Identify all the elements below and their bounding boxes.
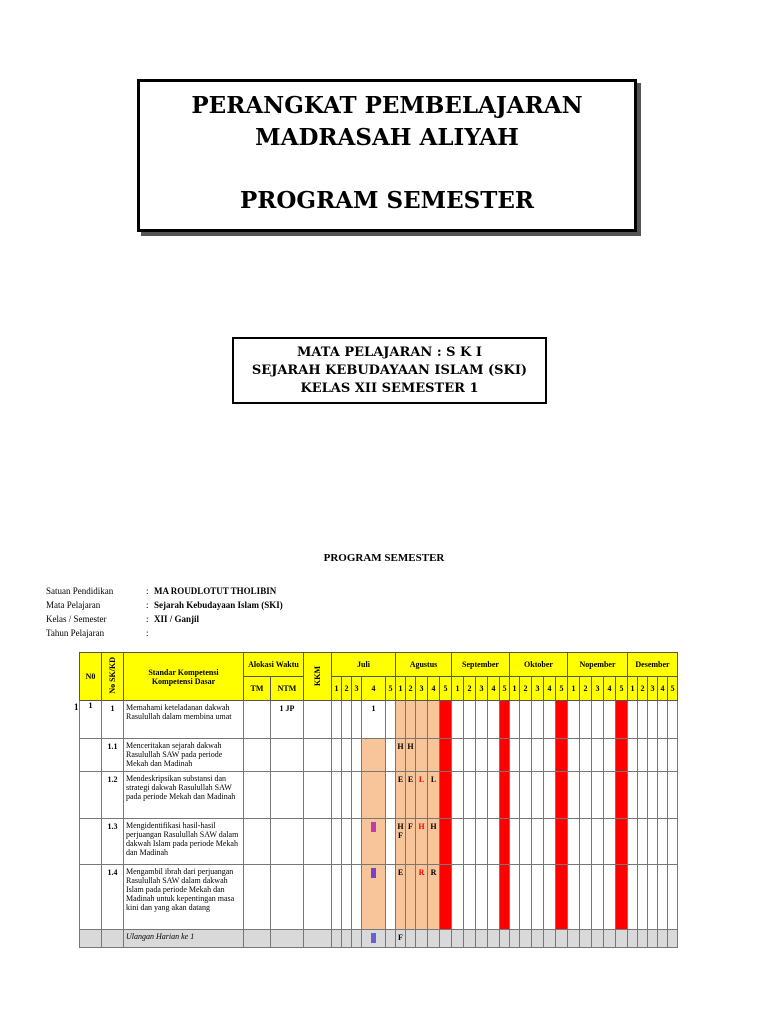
- week-cell: [500, 930, 510, 948]
- week-cell: [604, 772, 616, 819]
- header-week: 1: [332, 677, 342, 701]
- week-cell: [464, 819, 476, 865]
- info-row: Satuan Pendidikan : MA ROUDLOTUT THOLIBIN: [46, 586, 277, 596]
- week-cell: F: [406, 819, 416, 865]
- section-title: PROGRAM SEMESTER: [323, 552, 445, 564]
- week-cell: [592, 865, 604, 930]
- week-cell: [668, 819, 678, 865]
- week-cell: [532, 772, 544, 819]
- week-cell: [604, 930, 616, 948]
- week-cell: [386, 930, 396, 948]
- week-cell: [616, 739, 628, 772]
- week-cell: [440, 865, 452, 930]
- week-cell: R: [428, 865, 440, 930]
- week-cell: [342, 865, 352, 930]
- row-ntm: [271, 739, 304, 772]
- week-cell: 1: [362, 701, 386, 739]
- header-week: 5: [386, 677, 396, 701]
- week-cell: [362, 819, 386, 865]
- program-semester-table: [79, 652, 678, 948]
- week-cell: [556, 701, 568, 739]
- week-cell: [648, 819, 658, 865]
- week-cell: [510, 865, 520, 930]
- week-cell: [476, 930, 488, 948]
- header-week: 3: [532, 677, 544, 701]
- color-mark: [371, 868, 376, 878]
- week-cell: [628, 739, 638, 772]
- week-cell: [452, 930, 464, 948]
- week-cell: H: [428, 819, 440, 865]
- week-cell: [352, 772, 362, 819]
- week-cell: [648, 772, 658, 819]
- week-cell: [658, 865, 668, 930]
- header-week: 2: [406, 677, 416, 701]
- week-cell: H: [416, 819, 428, 865]
- week-cell: [362, 772, 386, 819]
- week-cell: [464, 772, 476, 819]
- week-cell: [616, 701, 628, 739]
- week-cell: [342, 819, 352, 865]
- week-cell: [616, 819, 628, 865]
- week-cell: [342, 772, 352, 819]
- cover-title-box: [137, 79, 637, 232]
- week-cell: [668, 865, 678, 930]
- week-cell: F: [396, 930, 406, 948]
- row-kkm: [304, 739, 332, 772]
- header-week: 5: [556, 677, 568, 701]
- week-cell: [544, 865, 556, 930]
- week-cell: [628, 819, 638, 865]
- week-cell: [342, 739, 352, 772]
- week-cell: L: [428, 772, 440, 819]
- week-cell: [668, 930, 678, 948]
- header-tm: TM: [244, 677, 271, 701]
- week-cell: [406, 701, 416, 739]
- header-week: 1: [452, 677, 464, 701]
- week-cell: [406, 930, 416, 948]
- week-cell: [386, 739, 396, 772]
- week-cell: [452, 739, 464, 772]
- week-cell: [648, 865, 658, 930]
- week-cell: [580, 772, 592, 819]
- week-cell: [544, 819, 556, 865]
- row-tm: [244, 865, 271, 930]
- week-cell: [616, 930, 628, 948]
- week-cell: [520, 772, 532, 819]
- week-cell: [332, 701, 342, 739]
- week-cell: [332, 865, 342, 930]
- table-row: [80, 701, 678, 739]
- week-cell: [532, 701, 544, 739]
- week-cell: H: [406, 739, 416, 772]
- row-no: [80, 865, 102, 930]
- row-tm: [244, 739, 271, 772]
- week-cell: [362, 739, 386, 772]
- header-week: 4: [488, 677, 500, 701]
- week-cell: [452, 701, 464, 739]
- week-cell: [428, 701, 440, 739]
- week-cell: [396, 701, 406, 739]
- row-kkm: [304, 930, 332, 948]
- week-cell: [416, 701, 428, 739]
- subject-line2: SEJARAH KEBUDAYAAN ISLAM (SKI): [251, 363, 528, 378]
- week-cell: [488, 772, 500, 819]
- row-description: Mengidentifikasi hasil-hasil perjuangan Rasulullah SAW dalam dakwah Islam pada periode Mekah dan Madinah: [124, 819, 244, 865]
- header-week: 2: [342, 677, 352, 701]
- table-row: [80, 739, 678, 772]
- header-week: 2: [638, 677, 648, 701]
- header-week: 4: [428, 677, 440, 701]
- row-no: [80, 930, 102, 948]
- cover-title-line2: MADRASAH ALIYAH: [255, 124, 519, 151]
- row-description: Menceritakan sejarah dakwah Rasulullah SAW pada periode Mekah dan Madinah: [124, 739, 244, 772]
- week-cell: [428, 739, 440, 772]
- week-cell: [440, 819, 452, 865]
- info-label: Kelas / Semester: [46, 614, 107, 624]
- week-cell: [648, 739, 658, 772]
- week-cell: [500, 865, 510, 930]
- row-no: [80, 739, 102, 772]
- week-cell: [604, 701, 616, 739]
- week-cell: [488, 930, 500, 948]
- info-label: Satuan Pendidikan: [46, 586, 114, 596]
- week-cell: [616, 772, 628, 819]
- week-cell: [440, 701, 452, 739]
- week-cell: [520, 930, 532, 948]
- week-cell: [500, 739, 510, 772]
- week-cell: [464, 739, 476, 772]
- week-cell: H: [396, 739, 406, 772]
- week-cell: [668, 772, 678, 819]
- week-cell: E: [396, 772, 406, 819]
- week-cell: [658, 930, 668, 948]
- week-cell: R: [416, 865, 428, 930]
- header-no-sk: No SK/KD: [102, 653, 124, 701]
- table-row: [80, 930, 678, 948]
- row-description: Memahami keteladanan dakwah Rasulullah dalam membina umat: [124, 701, 244, 739]
- week-cell: [510, 701, 520, 739]
- row-code: 1.4: [102, 865, 124, 930]
- week-cell: [452, 819, 464, 865]
- week-cell: [416, 739, 428, 772]
- info-label: Mata Pelajaran: [46, 600, 101, 610]
- week-cell: [464, 701, 476, 739]
- week-cell: [520, 865, 532, 930]
- week-cell: [352, 865, 362, 930]
- row-code: 1: [102, 701, 124, 739]
- row-kkm: [304, 865, 332, 930]
- week-cell: [580, 865, 592, 930]
- week-cell: [406, 865, 416, 930]
- header-month: Agustus: [396, 653, 452, 677]
- week-cell: [386, 819, 396, 865]
- week-cell: [532, 930, 544, 948]
- week-cell: [520, 701, 532, 739]
- week-cell: [628, 865, 638, 930]
- week-cell: [544, 930, 556, 948]
- week-cell: [362, 865, 386, 930]
- week-cell: [452, 865, 464, 930]
- week-cell: [520, 819, 532, 865]
- week-cell: [452, 772, 464, 819]
- row-tm: [244, 772, 271, 819]
- info-row: Tahun Pelajaran :: [46, 628, 149, 638]
- row-code: 1.2: [102, 772, 124, 819]
- cover-title-line1: PERANGKAT PEMBELAJARAN: [191, 92, 583, 119]
- week-cell: [628, 930, 638, 948]
- week-cell: [580, 701, 592, 739]
- week-cell: [568, 701, 580, 739]
- header-month: September: [452, 653, 510, 677]
- row-code: 1.1: [102, 739, 124, 772]
- row-kkm: [304, 772, 332, 819]
- header-ntm: NTM: [271, 677, 304, 701]
- week-cell: [500, 701, 510, 739]
- header-alokasi: Alokasi Waktu: [244, 653, 304, 677]
- week-cell: [510, 739, 520, 772]
- week-cell: [568, 772, 580, 819]
- header-sk-kd: Standar Kompetensi Kompetensi Dasar: [124, 653, 244, 701]
- week-cell: [544, 701, 556, 739]
- info-value: Sejarah Kebudayaan Islam (SKI): [154, 600, 283, 610]
- week-cell: [628, 772, 638, 819]
- week-cell: [510, 819, 520, 865]
- row-code: [102, 930, 124, 948]
- header-week: 5: [668, 677, 678, 701]
- header-week: 4: [604, 677, 616, 701]
- week-cell: [500, 772, 510, 819]
- week-cell: [658, 819, 668, 865]
- week-cell: [580, 739, 592, 772]
- header-week: 4: [658, 677, 668, 701]
- table-row: [80, 772, 678, 819]
- week-cell: [568, 865, 580, 930]
- subject-box: [232, 337, 547, 404]
- week-cell: [604, 739, 616, 772]
- week-cell: [440, 930, 452, 948]
- row-ntm: [271, 819, 304, 865]
- week-cell: [510, 772, 520, 819]
- table-row: [80, 865, 678, 930]
- week-cell: [416, 930, 428, 948]
- subject-line3: KELAS XII SEMESTER 1: [300, 381, 479, 396]
- header-week: 3: [476, 677, 488, 701]
- week-cell: [648, 701, 658, 739]
- week-cell: L: [416, 772, 428, 819]
- week-cell: [668, 701, 678, 739]
- week-cell: [638, 701, 648, 739]
- header-week: 3: [416, 677, 428, 701]
- subject-line1: MATA PELAJARAN : S K I: [297, 345, 482, 360]
- week-cell: [362, 930, 386, 948]
- header-week: 3: [648, 677, 658, 701]
- week-cell: [428, 930, 440, 948]
- week-cell: [638, 739, 648, 772]
- week-cell: [510, 930, 520, 948]
- table-row: [80, 819, 678, 865]
- week-cell: [532, 739, 544, 772]
- row-number-outside: 1: [74, 702, 79, 712]
- week-cell: [332, 819, 342, 865]
- header-month: Juli: [332, 653, 396, 677]
- week-cell: [592, 930, 604, 948]
- week-cell: [352, 701, 362, 739]
- header-week: 2: [580, 677, 592, 701]
- week-cell: [476, 701, 488, 739]
- week-cell: [488, 701, 500, 739]
- header-week: 2: [464, 677, 476, 701]
- week-cell: [488, 739, 500, 772]
- week-cell: [342, 701, 352, 739]
- header-week: 4: [362, 677, 386, 701]
- row-ntm: [271, 772, 304, 819]
- week-cell: [476, 865, 488, 930]
- row-ntm: 1 JP: [271, 701, 304, 739]
- header-week: 3: [352, 677, 362, 701]
- week-cell: [568, 930, 580, 948]
- week-cell: [568, 819, 580, 865]
- week-cell: [532, 819, 544, 865]
- week-cell: [556, 772, 568, 819]
- header-week: 5: [500, 677, 510, 701]
- week-cell: [520, 739, 532, 772]
- row-tm: [244, 701, 271, 739]
- row-kkm: [304, 701, 332, 739]
- week-cell: [352, 930, 362, 948]
- row-description: Ulangan Harian ke 1: [124, 930, 244, 948]
- header-week: 5: [616, 677, 628, 701]
- color-mark: [371, 822, 376, 832]
- week-cell: [488, 865, 500, 930]
- info-block: [46, 584, 283, 640]
- week-cell: [386, 865, 396, 930]
- week-cell: [604, 819, 616, 865]
- week-cell: [488, 819, 500, 865]
- header-week: 1: [628, 677, 638, 701]
- cover-title-line3: PROGRAM SEMESTER: [239, 187, 534, 214]
- week-cell: [544, 739, 556, 772]
- week-cell: [532, 865, 544, 930]
- week-cell: [658, 772, 668, 819]
- week-cell: [592, 701, 604, 739]
- week-cell: [386, 701, 396, 739]
- row-tm: [244, 930, 271, 948]
- week-cell: [352, 819, 362, 865]
- week-cell: [342, 930, 352, 948]
- week-cell: [556, 930, 568, 948]
- week-cell: [440, 739, 452, 772]
- header-week: 1: [568, 677, 580, 701]
- header-week: 2: [520, 677, 532, 701]
- week-cell: [592, 819, 604, 865]
- header-month: Nopember: [568, 653, 628, 677]
- row-ntm: [271, 865, 304, 930]
- header-week: 3: [592, 677, 604, 701]
- week-cell: [500, 819, 510, 865]
- week-cell: [332, 739, 342, 772]
- header-week: 4: [544, 677, 556, 701]
- week-cell: [658, 701, 668, 739]
- header-kkm: KKM: [304, 653, 332, 701]
- week-cell: [592, 772, 604, 819]
- week-cell: [556, 739, 568, 772]
- row-no: [80, 819, 102, 865]
- week-cell: [568, 739, 580, 772]
- week-cell: [638, 819, 648, 865]
- row-ntm: [271, 930, 304, 948]
- row-kkm: [304, 819, 332, 865]
- color-mark: [371, 933, 376, 943]
- week-cell: [352, 739, 362, 772]
- header-week: 5: [440, 677, 452, 701]
- week-cell: H F: [396, 819, 406, 865]
- week-cell: [638, 930, 648, 948]
- row-tm: [244, 819, 271, 865]
- info-label: Tahun Pelajaran: [46, 628, 105, 638]
- week-cell: [332, 772, 342, 819]
- week-cell: [476, 772, 488, 819]
- week-cell: [658, 739, 668, 772]
- week-cell: [604, 865, 616, 930]
- week-cell: [464, 930, 476, 948]
- header-no: N0: [80, 653, 102, 701]
- week-cell: [464, 865, 476, 930]
- week-cell: [476, 739, 488, 772]
- week-cell: [668, 739, 678, 772]
- week-cell: E: [406, 772, 416, 819]
- header-month: Oktober: [510, 653, 568, 677]
- info-row: Kelas / Semester : XII / Ganjil: [46, 614, 200, 624]
- week-cell: [638, 772, 648, 819]
- week-cell: [556, 819, 568, 865]
- row-no: [80, 772, 102, 819]
- week-cell: [440, 772, 452, 819]
- week-cell: [648, 930, 658, 948]
- row-description: Mendeskripsikan substansi dan strategi dakwah Rasulullah SAW pada periode Mekah dan Madinah: [124, 772, 244, 819]
- week-cell: [476, 819, 488, 865]
- info-value: XII / Ganjil: [154, 614, 200, 624]
- week-cell: [592, 739, 604, 772]
- header-week: 1: [396, 677, 406, 701]
- week-cell: [616, 865, 628, 930]
- week-cell: [638, 865, 648, 930]
- row-no: 1: [80, 701, 102, 739]
- week-cell: E: [396, 865, 406, 930]
- week-cell: [580, 819, 592, 865]
- week-cell: [580, 930, 592, 948]
- week-cell: [556, 865, 568, 930]
- header-week: 1: [510, 677, 520, 701]
- info-row: Mata Pelajaran : Sejarah Kebudayaan Islam (SKI): [46, 600, 283, 610]
- week-cell: [628, 701, 638, 739]
- row-description: Mengambil ibrah dari perjuangan Rasulullah SAW dalam dakwah Islam pada periode Mekah dan Madinah untuk kepentingan masa kini dan yang akan datang: [124, 865, 244, 930]
- week-cell: [386, 772, 396, 819]
- week-cell: [332, 930, 342, 948]
- header-month: Desember: [628, 653, 678, 677]
- week-cell: [544, 772, 556, 819]
- row-code: 1.3: [102, 819, 124, 865]
- info-value: MA ROUDLOTUT THOLIBIN: [154, 586, 277, 596]
